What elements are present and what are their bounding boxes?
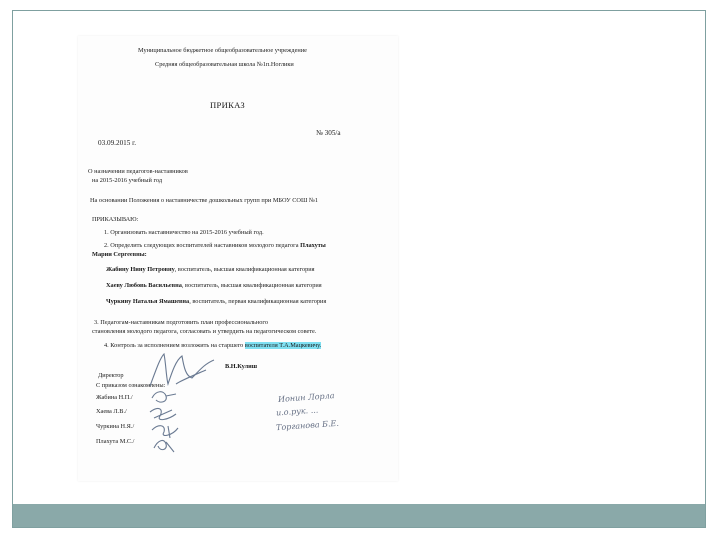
order-item-2-text: 2. Определить следующих воспитателей наставников молодого педагога: [104, 242, 301, 249]
young-teacher-surname: Плахуты: [300, 242, 326, 249]
staff-2: Хаева Л.В./: [96, 408, 127, 415]
acquainted-heading: С приказом ознакомлены:: [96, 382, 166, 389]
director-name: В.Н.Кулиш: [225, 363, 258, 370]
org-line-2: Средняя общеобразовательная школа №1п.Ноглики: [155, 61, 294, 68]
staff-1: Жабина Н.П./: [96, 394, 133, 401]
handwritten-note-line-3: Торганова Б.Е.: [275, 418, 340, 433]
mentor-3-name: Чуркину Наталья Ямашевна: [106, 298, 190, 305]
mentor-1: [106, 266, 315, 273]
staff-signatures: [146, 386, 190, 456]
mentor-2: [106, 282, 322, 289]
mentor-1-name: Жабину Нину Петровну: [106, 266, 175, 273]
staff-4: Плахута М.С./: [96, 438, 135, 445]
order-item-1: 1. Организовать наставничество на 2015-2016 учебный год.: [104, 229, 264, 236]
mentor-2-name: Хаеву Любовь Васильевна: [106, 282, 182, 289]
org-line-1: Муниципальное бюджетное общеобразовательное учреждение: [138, 47, 307, 54]
order-title: ПРИКАЗ: [210, 100, 246, 110]
handwritten-note-line-2: и.о.рук. ...: [275, 405, 319, 418]
young-teacher-name: Марии Сергеевны:: [92, 251, 147, 258]
order-date: 03.09.2015 г.: [98, 139, 137, 147]
staff-3: Чуркина Н.Я./: [96, 423, 135, 430]
order-item-3-line-1: 3. Педагогам-наставникам подготовить план профессионального: [94, 319, 268, 326]
order-item-4-text: 4. Контроль за исполнением возложить на старшего: [104, 342, 245, 349]
order-subject-line-1: О назначении педагогов-наставников: [88, 168, 188, 175]
director-label: Директор: [98, 372, 124, 379]
order-item-2: [104, 242, 326, 249]
mentor-3: [106, 298, 326, 305]
order-word: ПРИКАЗЫВАЮ:: [92, 216, 139, 223]
order-item-3-line-2: становления молодого педагога, согласовать и утвердить на педагогическом совете.: [92, 328, 317, 335]
slide-bottom-bar: [13, 504, 705, 527]
mentor-2-details: , воспитатель, высшая квалификационная категория: [181, 282, 322, 289]
scanned-order-page: [78, 36, 398, 481]
order-item-4: [104, 342, 321, 349]
mentor-3-details: , воспитатель, первая квалификационная категория: [189, 298, 327, 305]
mentor-1-details: , воспитатель, высшая квалификационная категория: [174, 266, 315, 273]
order-number: № 305/а: [316, 129, 341, 137]
order-subject-line-2: на 2015-2016 учебный год: [92, 177, 163, 184]
order-basis: На основании Положения о наставничестве дошкольных групп при МБОУ СОШ №1: [90, 197, 319, 204]
handwritten-note-line-1: Ионин Лорла: [277, 391, 335, 404]
order-item-4-highlight: воспитателя Т.А.Мацкевичу.: [244, 342, 322, 349]
